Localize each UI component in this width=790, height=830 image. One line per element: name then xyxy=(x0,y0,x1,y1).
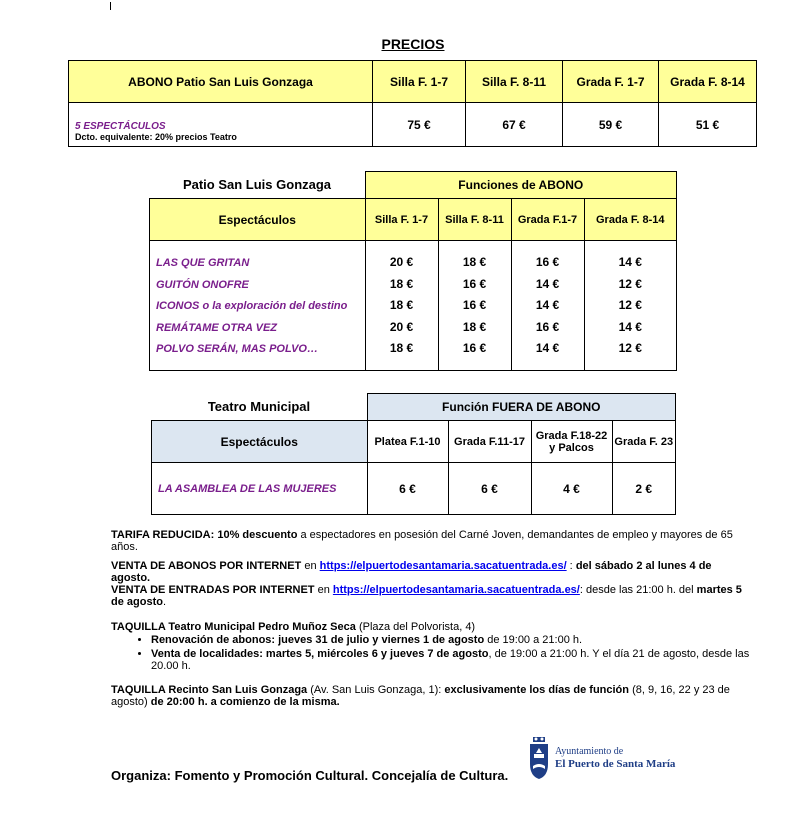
patio-prices-col-4 xyxy=(584,241,677,371)
abono-header: ABONO Patio San Luis Gonzaga xyxy=(69,61,373,103)
organiza-line: Organiza: Fomento y Promoción Cultural. Concejalía de Cultura. xyxy=(111,768,509,783)
price-value: 18 € xyxy=(389,341,414,355)
price-value: 18 € xyxy=(462,319,487,334)
show-name: LAS QUE GRITAN xyxy=(156,257,250,269)
teatro-price: 2 € xyxy=(612,463,676,515)
price-value: 14 € xyxy=(618,319,642,334)
abono-col-2: Silla F. 8-11 xyxy=(466,61,563,103)
patio-col-header: Espectáculos xyxy=(150,199,366,241)
abono-price: 67 € xyxy=(466,103,563,147)
price-value: 16 € xyxy=(462,341,487,355)
abono-row-note: Dcto. equivalente: 20% precios Teatro xyxy=(75,132,237,142)
bullet1-text: de 19:00 a 21:00 h. xyxy=(487,634,583,646)
text-cursor-mark xyxy=(110,2,111,10)
venta-abonos-note xyxy=(111,560,751,584)
taquilla-teatro-list xyxy=(131,634,751,674)
price-value: 16 € xyxy=(535,255,560,269)
price-value: 18 € xyxy=(462,255,487,269)
abono-col-4: Grada F. 8-14 xyxy=(659,61,757,103)
teatro-col-header: Espectáculos xyxy=(152,421,368,463)
patio-shows-cell xyxy=(150,241,366,371)
entradas-text: : desde las 21:00 h. del xyxy=(579,584,694,596)
teatro-table xyxy=(151,393,676,515)
taquilla2-end: de 20:00 h. a comienzo de la misma. xyxy=(150,696,340,708)
patio-venue: Patio San Luis Gonzaga xyxy=(182,177,332,193)
patio-prices-col-1 xyxy=(365,241,438,371)
patio-col-3: Grada F.1-7 xyxy=(511,199,584,241)
bullet2-text: , de 19:00 a 21:00 h. Y el día 21 de agosto, desde las 20.00 h. xyxy=(151,648,750,672)
patio-col-4: Grada F. 8-14 xyxy=(584,199,677,241)
abonos-colon: : xyxy=(566,560,573,572)
teatro-col-4: Grada F. 23 xyxy=(612,421,676,463)
entradas-date: martes 5 de agosto xyxy=(111,584,742,608)
price-value: 18 € xyxy=(389,276,414,291)
logo-line1: Ayuntamiento de xyxy=(555,746,624,757)
price-value: 20 € xyxy=(389,255,414,269)
teatro-price: 6 € xyxy=(448,463,531,515)
entradas-en: en xyxy=(317,584,330,596)
patio-col-1: Silla F. 1-7 xyxy=(365,199,438,241)
bullet2-bold: Venta de localidades: martes 5, miércoles 6 y jueves 7 de agosto xyxy=(151,648,489,660)
price-value: 12 € xyxy=(618,341,642,355)
patio-table xyxy=(149,171,677,371)
price-value: 14 € xyxy=(618,255,642,269)
entradas-link[interactable]: https://elpuertodesantamaria.sacatuentrada.es/ xyxy=(332,584,580,596)
taquilla1-label: TAQUILLA Teatro Municipal Pedro Muñoz Seca xyxy=(111,621,356,633)
list-item xyxy=(151,648,751,672)
abono-row-label: 5 ESPECTÁCULOS xyxy=(75,121,166,132)
entradas-label: VENTA DE ENTRADAS POR INTERNET xyxy=(111,584,315,596)
taquilla-recinto-note xyxy=(111,684,751,708)
teatro-price: 4 € xyxy=(531,463,612,515)
show-name: REMÁTAME OTRA VEZ xyxy=(156,321,277,334)
teatro-col-1: Platea F.1-10 xyxy=(367,421,448,463)
venta-entradas-note xyxy=(111,584,751,608)
logo-line2: El Puerto de Santa María xyxy=(555,758,676,770)
teatro-show-name: LA ASAMBLEA DE LAS MUJERES xyxy=(152,463,368,515)
teatro-col-2: Grada F.11-17 xyxy=(448,421,531,463)
price-value: 18 € xyxy=(389,298,414,312)
bullet1-bold: Renovación de abonos: jueves 31 de julio y viernes 1 de agosto xyxy=(151,634,485,646)
abono-col-3: Grada F. 1-7 xyxy=(563,61,659,103)
logo-text xyxy=(555,746,675,770)
show-name: POLVO SERÁN, MAS POLVO… xyxy=(156,343,318,355)
abono-row-label-cell xyxy=(69,103,373,147)
abono-price: 75 € xyxy=(373,103,466,147)
teatro-venue: Teatro Municipal xyxy=(207,399,311,415)
abono-table xyxy=(68,60,757,147)
price-value: 14 € xyxy=(535,341,560,355)
entradas-end: . xyxy=(162,596,167,608)
price-value: 16 € xyxy=(535,319,560,334)
patio-prices-col-2 xyxy=(438,241,511,371)
abono-col-1: Silla F. 1-7 xyxy=(373,61,466,103)
price-value: 16 € xyxy=(462,276,487,291)
teatro-group-header: Función FUERA DE ABONO xyxy=(367,394,676,421)
list-item xyxy=(151,634,751,646)
taquilla-teatro-note xyxy=(111,621,751,633)
tarifa-reducida-note xyxy=(111,529,751,553)
taquilla2-label: TAQUILLA Recinto San Luis Gonzaga xyxy=(111,684,308,696)
teatro-price: 6 € xyxy=(367,463,448,515)
price-value: 14 € xyxy=(535,298,560,312)
taquilla1-address: (Plaza del Polvorista, 4) xyxy=(358,621,476,633)
patio-col-2: Silla F. 8-11 xyxy=(438,199,511,241)
patio-prices-col-3 xyxy=(511,241,584,371)
tarifa-text: a espectadores en posesión del Carné Joven, demandantes de empleo y mayores de 65 años. xyxy=(111,529,733,553)
abonos-link[interactable]: https://elpuertodesantamaria.sacatuentrada.es/ xyxy=(319,560,567,572)
price-value: 20 € xyxy=(389,319,414,334)
abonos-en: en xyxy=(304,560,317,572)
price-value: 12 € xyxy=(618,298,642,312)
crest-icon xyxy=(527,736,551,780)
price-value: 12 € xyxy=(618,276,642,291)
teatro-col-3: Grada F.18-22 y Palcos xyxy=(531,421,612,463)
tarifa-bold: 10% descuento xyxy=(217,529,298,541)
abono-price: 51 € xyxy=(659,103,757,147)
taquilla2-bold: exclusivamente los días de función xyxy=(444,684,629,696)
show-name: GUITÓN ONOFRE xyxy=(156,278,249,291)
ayuntamiento-logo xyxy=(527,736,677,780)
show-name: ICONOS o la exploración del destino xyxy=(156,300,348,312)
patio-group-header: Funciones de ABONO xyxy=(365,172,677,199)
price-value: 16 € xyxy=(462,298,487,312)
tarifa-label: TARIFA REDUCIDA: xyxy=(111,529,215,541)
price-value: 14 € xyxy=(535,276,560,291)
abonos-label: VENTA DE ABONOS POR INTERNET xyxy=(111,560,302,572)
abonos-dates: del sábado 2 al lunes 4 de agosto. xyxy=(111,560,712,584)
taquilla2-dates: (8, 9, 16, 22 y 23 de agosto) xyxy=(111,684,730,708)
page-title: PRECIOS xyxy=(381,36,445,52)
taquilla2-address: (Av. San Luis Gonzaga, 1): xyxy=(310,684,442,696)
abono-price: 59 € xyxy=(563,103,659,147)
